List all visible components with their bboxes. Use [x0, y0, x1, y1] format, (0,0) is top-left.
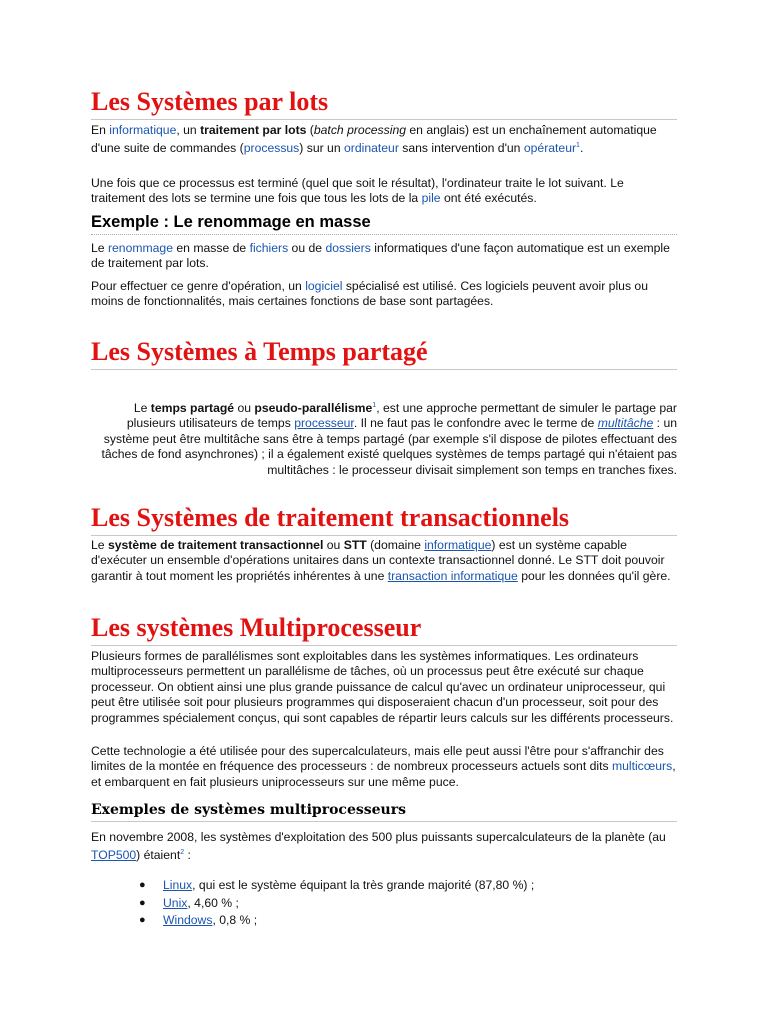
footnote-ref[interactable]: 1	[372, 402, 377, 409]
list-item: ● Linux, qui est le système équipant la très grande majorité (87,80 %) ;	[91, 877, 677, 895]
paragraph-top500: En novembre 2008, les systèmes d'exploitation des 500 plus puissants supercalculateurs de la planète (au TOP500) étaient$^2$ :	[91, 830, 666, 863]
link-informatique[interactable]: informatique	[109, 123, 177, 137]
link-ordinateur[interactable]: ordinateur	[344, 141, 399, 156]
link-transaction-informatique[interactable]: transaction informatique	[387, 568, 518, 583]
link-operateur[interactable]: opérateur	[523, 141, 577, 156]
paragraph-transactional: Le système de traitement transactionnel ou STT (domaine informatique) est un système capable d'exécuter un ensemble d'opérations unitaires dans un contexte transactionnel donné. Le STT doit pouvoir garantir à tout moment les propriétés inhérentes à une transaction informatique pour les données qu'il gère.	[91, 538, 671, 583]
section-title-batch: Les Systèmes par lots	[91, 86, 677, 120]
link-pile[interactable]: pile	[421, 191, 441, 206]
list-item: ● Windows, 0,8 % ;	[91, 912, 677, 930]
link-unix[interactable]: Unix	[163, 895, 188, 910]
paragraph-software: Pour effectuer ce genre d'opération, un logiciel spécialisé est utilisé. Ces logiciels peuvent avoir plus ou moins de fonctionnalités, mais certaines fonctions de base sont partagées.	[91, 279, 648, 309]
bullet-icon: ●	[139, 914, 146, 926]
paragraph-multiprocessor: Plusieurs formes de parallélismes sont exploitables dans les systèmes informatiques. Les ordinateurs multiprocesseurs permettent un parallélisme de tâches, où un processus peut être exécuté sur chaque processeur. On obtient ainsi une plus grande puissance de calcul qu'avec un ordinateur uniprocesseur, qui peut être utilisée soit pour plusieurs programmes qui disposeraient chacun d'un processeur, soit pour des programmes spécialement conçus, qui sont capables de répartir leurs calculs sur les différents processeurs.	[91, 649, 674, 725]
os-list	[91, 877, 677, 930]
link-processeur[interactable]: processeur	[294, 416, 354, 431]
link-fichiers[interactable]: fichiers	[249, 241, 289, 255]
paragraph-time-sharing: Le temps partagé ou pseudo-parallélisme$^1$, est une approche permettant de simuler le partage par plusieurs utilisateurs de temps processeur. Il ne faut pas le confondre avec le terme de multitâche : un système peut être multitâche sans être à temps partagé (par exemple s'il dispose de pilotes effectuant des tâches de fond asynchrones) ; il a également existé quelques systèmes de temps partagé qui n'étaient pas multitâches : le processeur divisait simplement son temps en tranches fixes.	[101, 401, 677, 477]
paragraph-batch-next: Une fois que ce processus est terminé (quel que soit le résultat), l'ordinateur traite le lot suivant. Le traitement des lots se termine une fois que tous les lots de la pile ont été exécutés.	[91, 176, 624, 206]
link-multitache[interactable]: multitâche	[597, 416, 654, 431]
link-linux[interactable]: Linux	[163, 878, 193, 892]
link-dossiers[interactable]: dossiers	[325, 241, 371, 255]
link-processus[interactable]: processus	[243, 141, 300, 156]
link-top500[interactable]: TOP500	[91, 848, 137, 863]
bullet-icon: ●	[139, 879, 146, 891]
section-title-multiprocessor: Les systèmes Multiprocesseur	[91, 612, 677, 646]
link-informatique-2[interactable]: informatique	[424, 538, 492, 552]
list-item: ● Unix, 4,60 % ;	[91, 895, 677, 913]
section-title-time-sharing: Les Systèmes à Temps partagé	[91, 336, 677, 370]
footnote-ref[interactable]: 1	[576, 142, 580, 150]
link-windows[interactable]: Windows	[163, 913, 213, 927]
paragraph-batch-definition: En informatique, un traitement par lots (batch processing en anglais) est un enchaînement automatique d'une suite de commandes (processus) sur un ordinateur sans intervention d'un opérateur$^1$.	[91, 123, 657, 156]
footnote-ref[interactable]: 2	[180, 849, 185, 857]
bullet-icon: ●	[139, 896, 146, 909]
section-title-transactional: Les Systèmes de traitement transactionnels	[91, 502, 677, 536]
subsection-title-renaming: Exemple : Le renommage en masse	[91, 213, 677, 235]
subsection-title-examples: Exemples de systèmes multiprocesseurs	[91, 802, 677, 822]
link-logiciel[interactable]: logiciel	[305, 279, 343, 293]
paragraph-renaming: Le renommage en masse de fichiers ou de dossiers informatiques d'une façon automatique est un exemple de traitement par lots.	[91, 241, 670, 271]
link-renommage[interactable]: renommage	[107, 241, 173, 255]
link-multicoeurs[interactable]: multicœurs	[611, 759, 673, 774]
paragraph-supercomputers: Cette technologie a été utilisée pour des supercalculateurs, mais elle peut aussi l'être pour s'affranchir des limites de la montée en fréquence des processeurs : de nombreux processeurs actuels sont dits multicœurs, et embarquent en fait plusieurs uniprocesseurs sur une même puce.	[91, 744, 676, 789]
